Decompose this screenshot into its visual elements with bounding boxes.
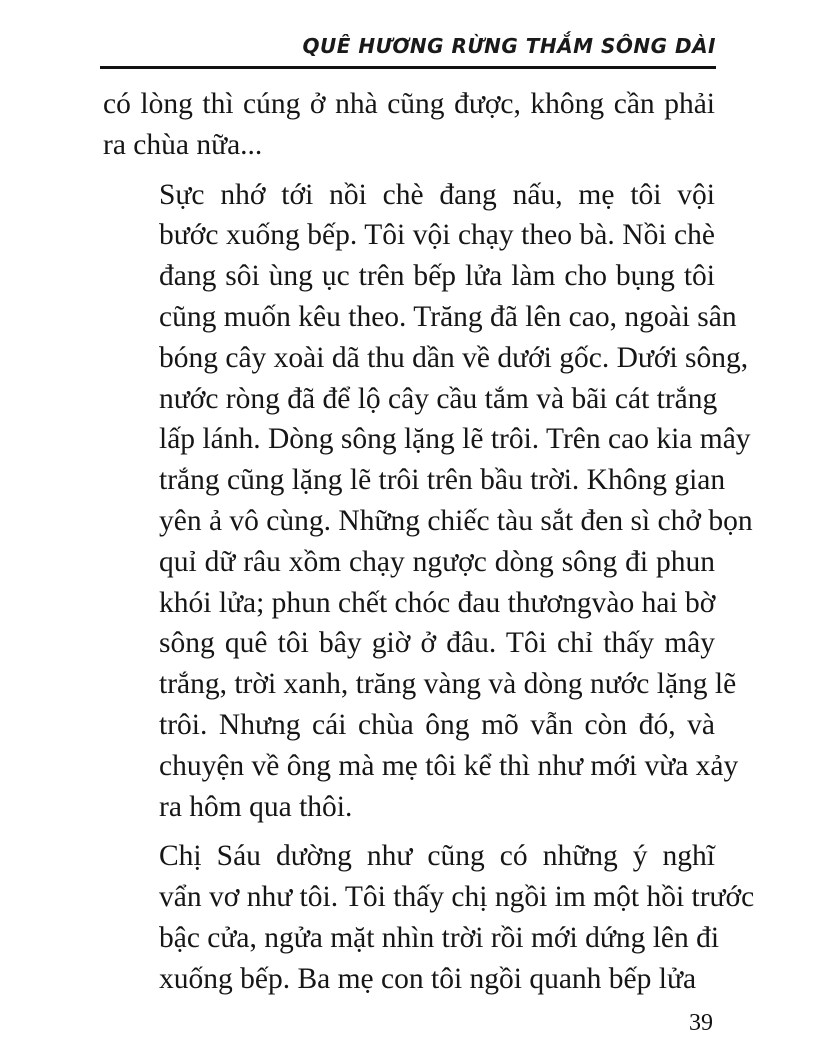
text-line: lấp lánh. Dòng sông lặng lẽ trôi. Trên cao kia mây bbox=[159, 423, 751, 456]
page-number: 39 bbox=[689, 1010, 713, 1036]
header-rule bbox=[100, 66, 716, 69]
text-line: nước ròng đã để lộ cây cầu tắm và bãi cát trắng bbox=[159, 382, 718, 415]
text-line: trắng, trời xanh, trăng vàng và dòng nước lặng lẽ bbox=[159, 668, 737, 701]
text-line: bước xuống bếp. Tôi vội chạy theo bà. Nồi chè bbox=[159, 219, 715, 252]
text-line: khói lửa; phun chết chóc đau thươngvào hai bờ bbox=[159, 586, 716, 619]
paragraph bbox=[103, 175, 753, 828]
text-line: chuyện về ông mà mẹ tôi kể thì như mới vừa xảy bbox=[159, 749, 739, 782]
text-line: xuống bếp. Ba mẹ con tôi ngồi quanh bếp lửa bbox=[159, 962, 697, 995]
text-line: bậc cửa, ngửa mặt nhìn trời rồi mới dứng lên đi bbox=[159, 921, 720, 954]
text-line: quỉ dữ râu xồm chạy ngược dòng sông đi phun bbox=[159, 545, 715, 578]
text-line: có lòng thì cúng ở nhà cũng được, không cần phải bbox=[103, 88, 715, 120]
text-line: cũng muốn kêu theo. Trăng đã lên cao, ngoài sân bbox=[159, 300, 737, 333]
text-line: Chị Sáu dường như cũng có những ý nghĩ bbox=[159, 840, 715, 873]
text-line: sông quê tôi bây giờ ở đâu. Tôi chỉ thấy mây bbox=[159, 627, 715, 660]
text-line: đang sôi ùng ục trên bếp lửa làm cho bụng tôi bbox=[159, 260, 715, 293]
text-line: Sực nhớ tới nồi chè đang nấu, mẹ tôi vội bbox=[159, 178, 715, 211]
text-line: bóng cây xoài dã thu dần về dưới gốc. Dưới sông, bbox=[159, 341, 749, 374]
text-line: yên ả vô cùng. Những chiếc tàu sắt đen sì chở bọn bbox=[159, 504, 753, 537]
text-line: trắng cũng lặng lẽ trôi trên bầu trời. Không gian bbox=[159, 464, 726, 497]
text-line: trôi. Nhưng cái chùa ông mõ vẫn còn đó, và bbox=[159, 708, 715, 741]
text-line: ra hôm qua thôi. bbox=[159, 790, 353, 823]
running-head: QUÊ HƯƠNG RỪNG THẮM SÔNG DÀI bbox=[302, 34, 716, 58]
paragraph bbox=[103, 836, 755, 999]
paragraph bbox=[103, 84, 715, 166]
text-line: ra chùa nữa... bbox=[103, 128, 263, 161]
body-text bbox=[103, 84, 755, 1000]
text-line: vẩn vơ như tôi. Tôi thấy chị ngồi im một hồi trước bbox=[159, 881, 755, 914]
